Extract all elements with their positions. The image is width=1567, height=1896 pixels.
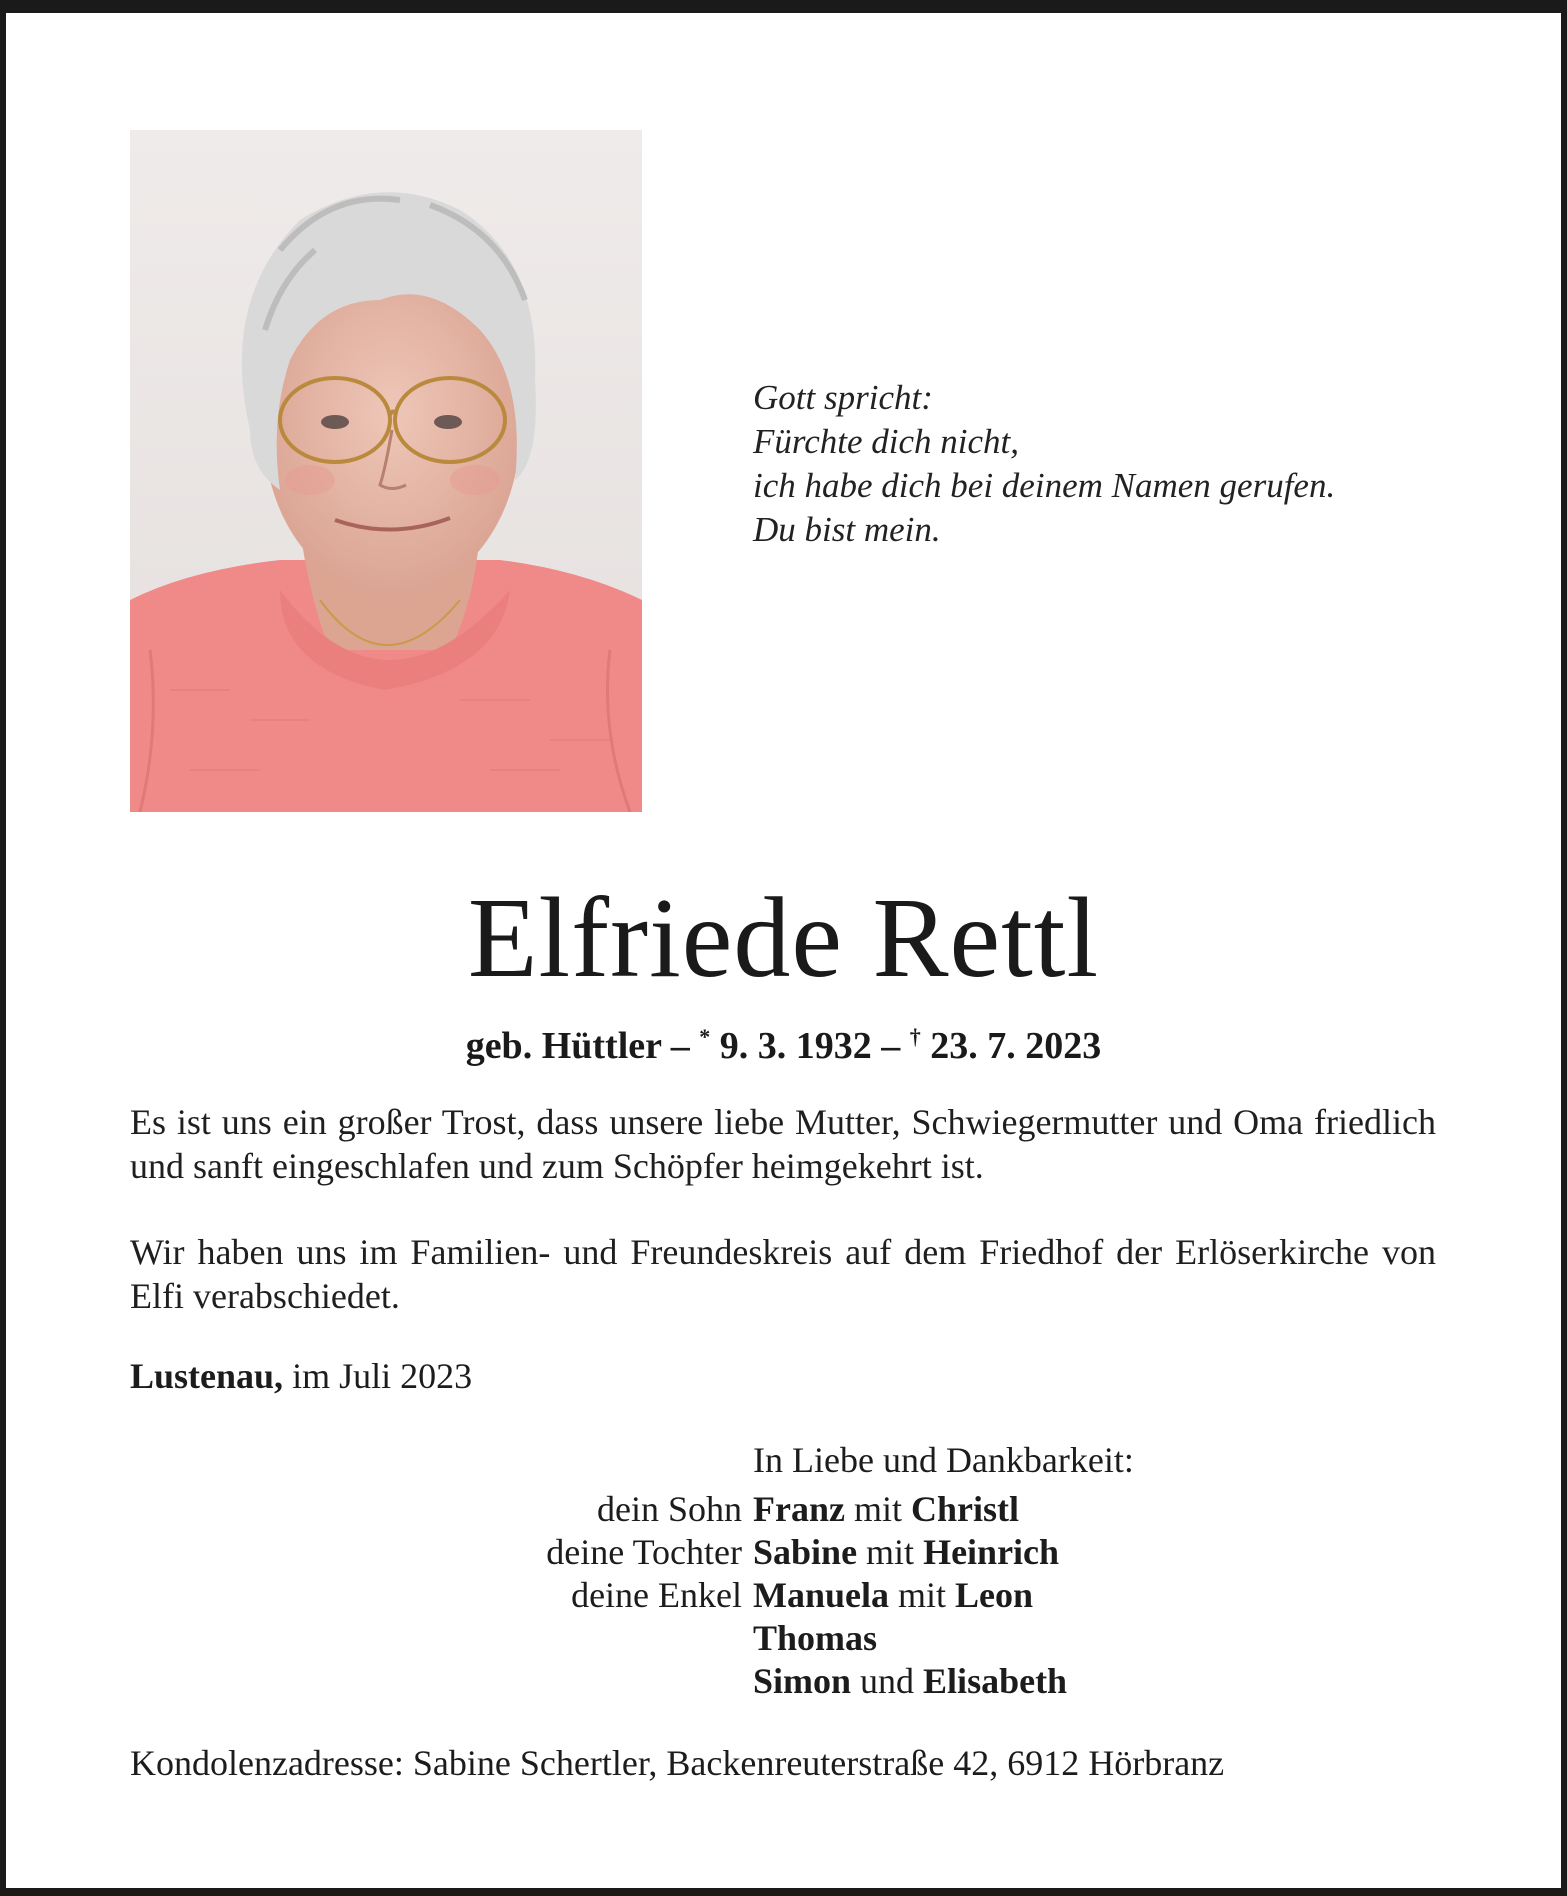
bible-quote	[753, 376, 1335, 552]
separator-dash: –	[670, 1025, 690, 1067]
relation-label: deine Enkel	[571, 1575, 742, 1615]
relation-label: deine Tochter	[546, 1532, 742, 1572]
relation-label	[400, 1617, 742, 1660]
quote-line: Du bist mein.	[753, 510, 941, 549]
deceased-name: Elfriede Rettl	[467, 874, 1100, 1001]
family-name: Franz	[753, 1489, 845, 1529]
quote-line: Gott spricht:	[753, 378, 933, 417]
place-date-line	[130, 1354, 472, 1398]
birth-date: 9. 3. 1932	[719, 1025, 872, 1067]
family-relations	[400, 1488, 742, 1703]
family-name: Elisabeth	[923, 1661, 1068, 1701]
family-row	[753, 1617, 1067, 1660]
birth-death-line	[0, 1014, 1567, 1069]
family-name: Leon	[955, 1575, 1034, 1615]
portrait-illustration	[130, 130, 642, 812]
family-names	[753, 1488, 1067, 1703]
paragraph-farewell: Wir haben uns im Familien- und Freundeskreis auf dem Friedhof der Erlöserkirche von Elfi verabschiedet.	[130, 1232, 1436, 1316]
family-name: Sabine	[753, 1532, 858, 1572]
place: Lustenau,	[130, 1356, 284, 1396]
condolence-address: Kondolenzadresse: Sabine Schertler, Backenreuterstraße 42, 6912 Hörbranz	[130, 1743, 1225, 1783]
relation-label: dein Sohn	[596, 1489, 742, 1529]
family-row	[753, 1574, 1067, 1617]
family-row	[753, 1531, 1067, 1574]
family-conj: und	[860, 1661, 915, 1701]
family-conj: mit	[898, 1575, 947, 1615]
separator-dash: –	[881, 1025, 901, 1067]
quote-line: Fürchte dich nicht,	[753, 422, 1019, 461]
family-row	[753, 1488, 1067, 1531]
greeting: In Liebe und Dankbarkeit:	[753, 1440, 1134, 1480]
family-name: Simon	[753, 1661, 852, 1701]
birth-symbol: *	[699, 1024, 711, 1049]
paragraph-trost: Es ist uns ein großer Trost, dass unsere liebe Mutter, Schwiegermutter und Oma friedlich und sanft eingeschlafen und zum Schöpfer heimgekehrt ist.	[130, 1102, 1436, 1186]
date: im Juli 2023	[292, 1356, 473, 1396]
family-name: Christl	[910, 1489, 1019, 1529]
family-name: Thomas	[753, 1618, 878, 1658]
birth-name: geb. Hüttler	[465, 1025, 662, 1067]
quote-line: ich habe dich bei deinem Namen gerufen.	[753, 466, 1336, 505]
portrait-photo	[130, 130, 642, 812]
death-date: 23. 7. 2023	[930, 1025, 1102, 1067]
family-name: Heinrich	[923, 1532, 1060, 1572]
family-conj: mit	[866, 1532, 915, 1572]
death-symbol: †	[909, 1024, 921, 1049]
family-name: Manuela	[753, 1575, 890, 1615]
family-row	[753, 1660, 1067, 1703]
family-conj: mit	[853, 1489, 902, 1529]
relation-label	[400, 1660, 742, 1703]
